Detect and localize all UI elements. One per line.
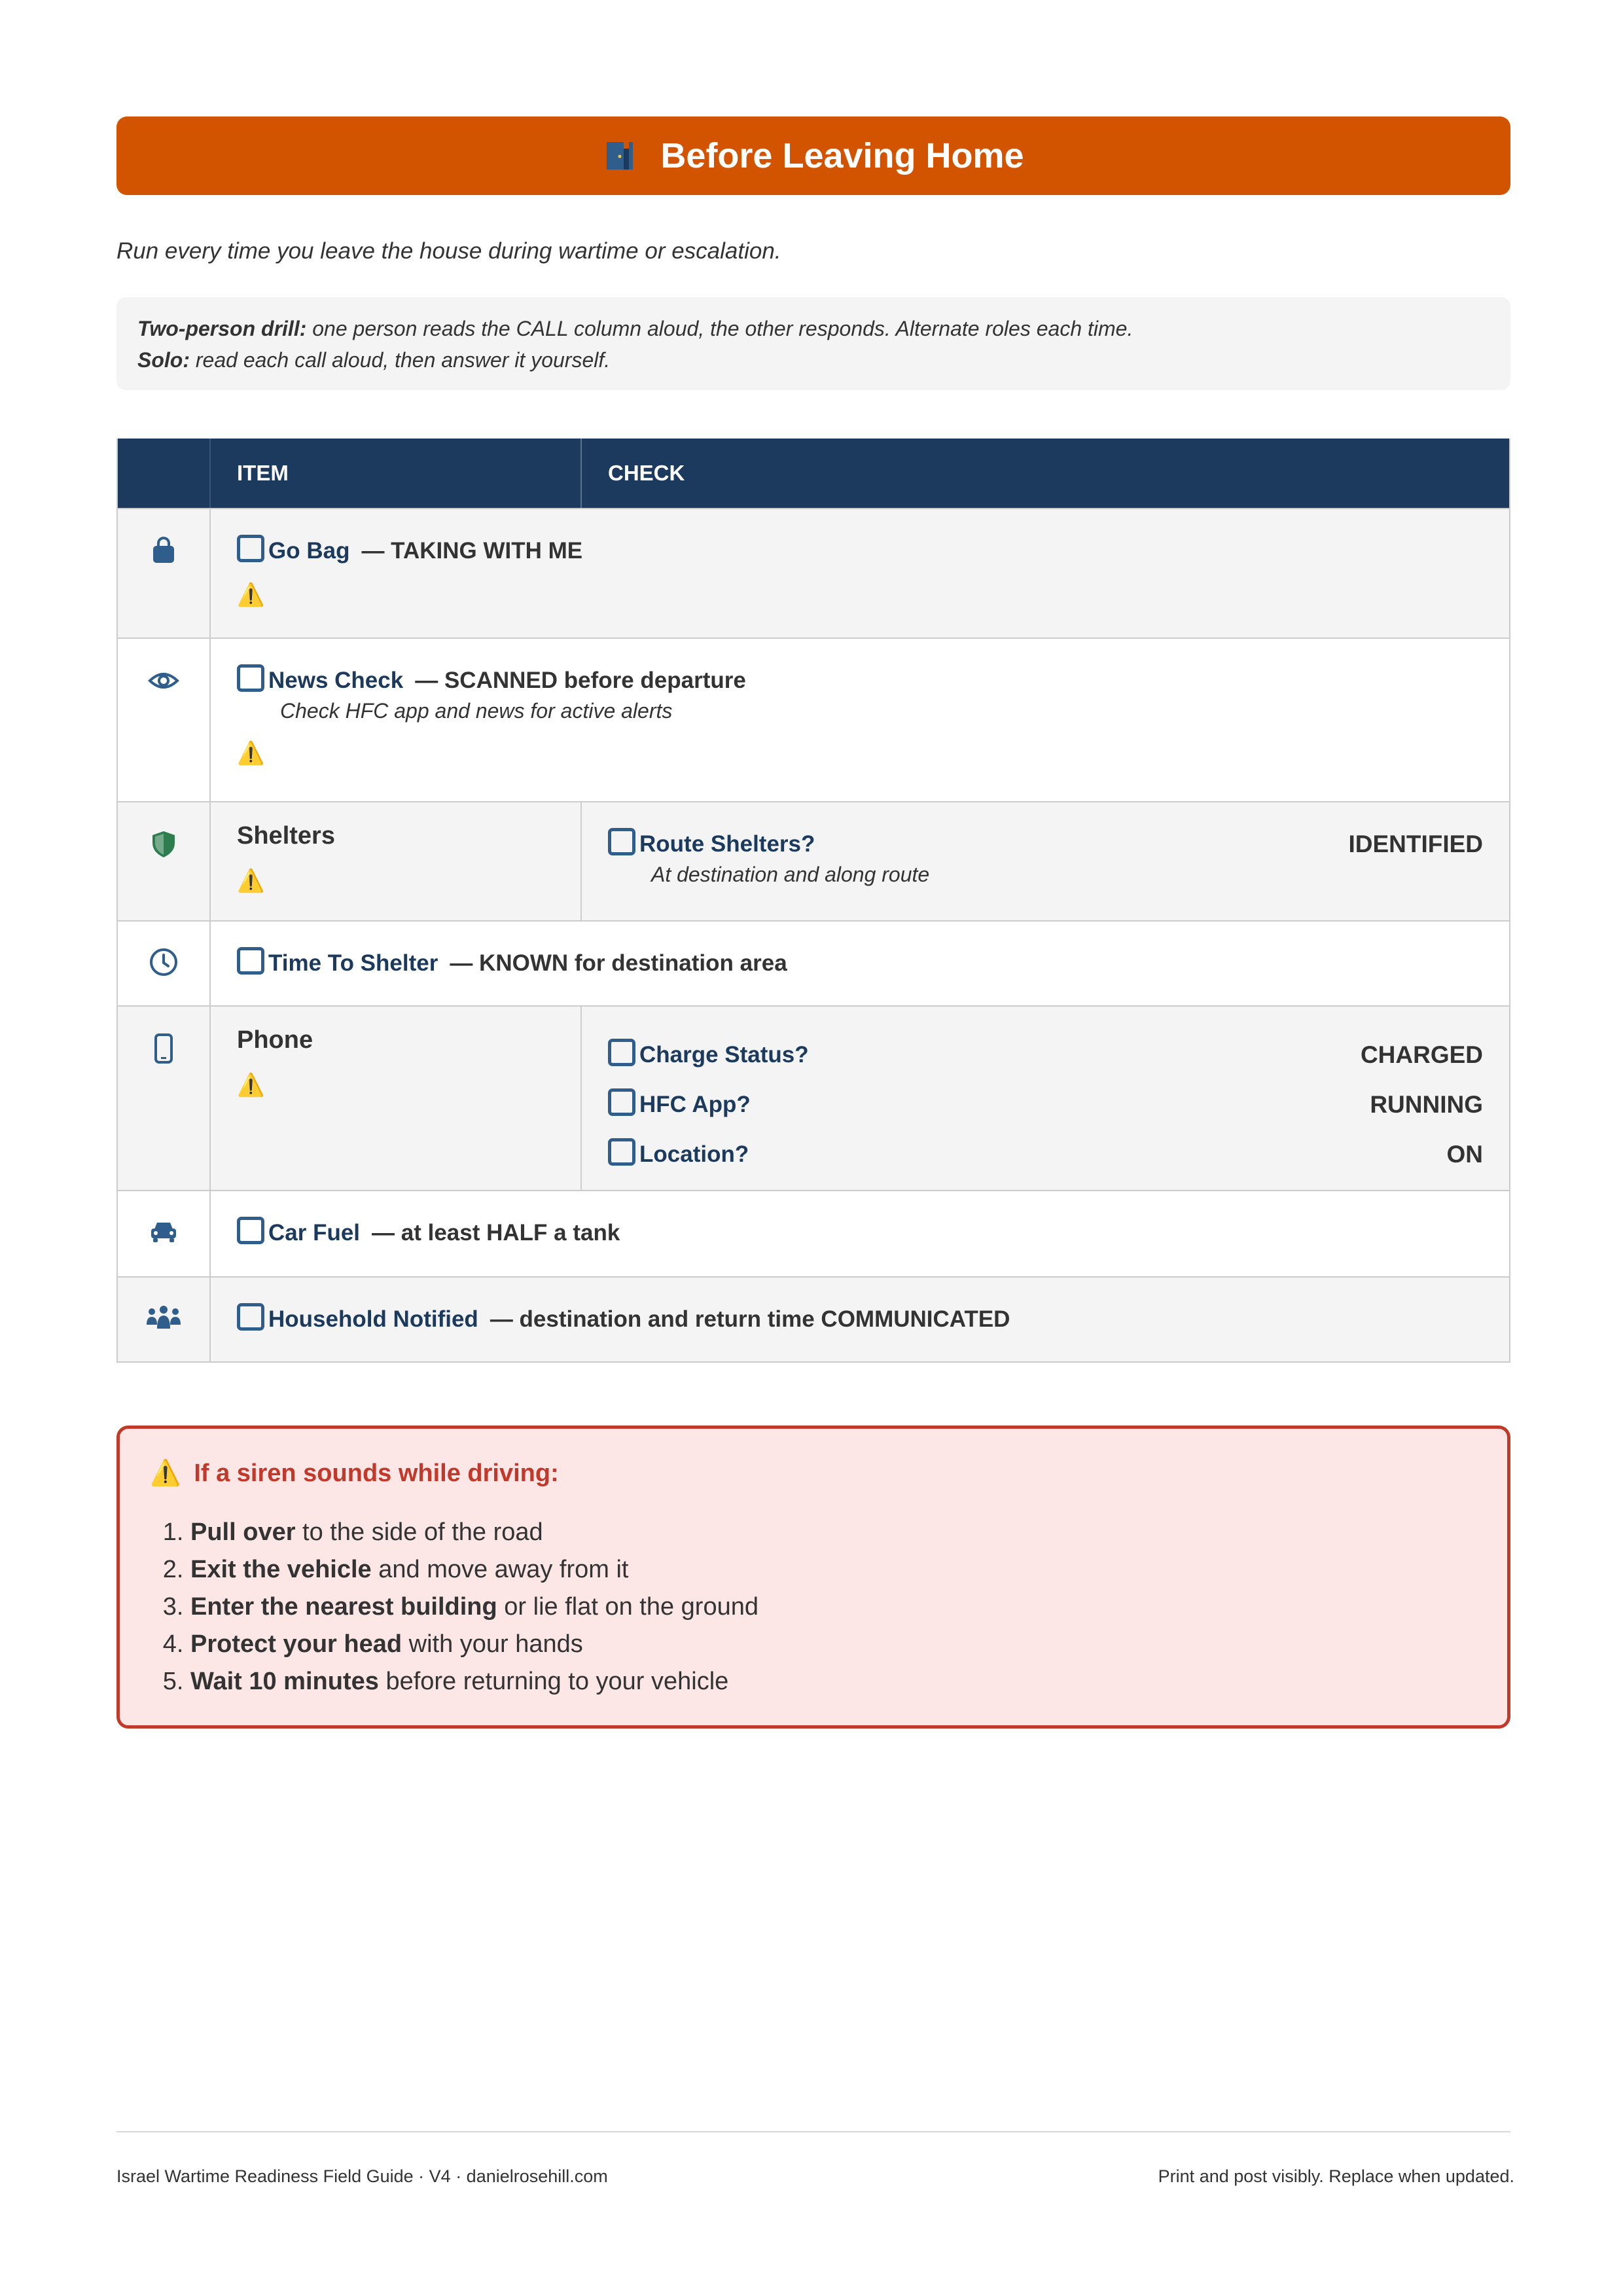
table-row [118,1190,1509,1276]
list-item [190,1626,1477,1663]
checkbox[interactable] [237,947,264,975]
footer-credit: Israel Wartime Readiness Field Guide · V4 · danielrosehill.com [116,2166,608,2186]
checkbox[interactable] [608,1088,635,1116]
step-bold: Exit the vehicle [190,1556,372,1583]
table-row [118,1005,1509,1190]
check-value: RUNNING [1370,1091,1483,1118]
step-text: before returning to your vehicle [378,1668,729,1695]
step-text: or lie flat on the ground [497,1593,758,1621]
check-label: Time To Shelter [268,950,438,976]
car-icon [148,1216,179,1247]
list-item [190,1514,1477,1551]
drill-instructions [116,297,1510,390]
step-text: with your hands [402,1630,583,1658]
table-row [118,801,1509,920]
solo-label: Solo: [137,348,190,372]
item-title: Shelters [237,822,335,850]
eye-icon [148,665,179,696]
check-text: — TAKING WITH ME [361,538,583,564]
bag-icon [148,535,179,567]
checkbox[interactable] [237,1303,264,1331]
check-label: News Check [268,668,404,693]
step-text: to the side of the road [295,1518,543,1546]
warning-icon: ⚠️ [237,1073,265,1098]
header-icon-column [118,439,211,508]
check-value: CHARGED [1360,1041,1483,1068]
check-note: Check HFC app and news for active alerts [280,699,673,723]
solo-text: read each call aloud, then answer it yourself. [189,348,611,372]
item-title: Phone [237,1026,313,1054]
checkbox[interactable] [237,664,264,692]
header-item: ITEM [211,439,582,508]
list-item [190,1663,1477,1700]
check-label: Go Bag [268,538,350,564]
check-text: — KNOWN for destination area [450,950,787,976]
header-check: CHECK [608,461,685,485]
warning-icon: ⚠️ [237,741,265,766]
check-label: HFC App? [639,1092,751,1117]
two-person-text: one person reads the CALL column aloud, the other responds. Alternate roles each time. [306,317,1133,340]
table-row [118,637,1509,801]
page-title: Before Leaving Home [660,136,1024,175]
check-label: Location? [639,1141,749,1167]
check-value: IDENTIFIED [1348,831,1483,857]
checkbox[interactable] [237,535,264,562]
page [116,117,1510,1729]
step-bold: Protect your head [190,1630,402,1658]
step-bold: Pull over [190,1518,296,1546]
check-text: — SCANNED before departure [415,668,746,693]
door-icon [603,138,638,173]
step-bold: Wait 10 minutes [190,1668,379,1695]
intro-text: Run every time you leave the house during wartime or escalation. [116,238,781,264]
checkbox[interactable] [608,828,635,855]
check-label: Car Fuel [268,1220,361,1246]
check-text: — destination and return time COMMUNICATED [490,1306,1010,1332]
checkbox[interactable] [608,1138,635,1166]
warning-icon: ⚠️ [237,583,265,607]
warning-icon: ⚠️ [150,1460,181,1487]
clock-icon [148,946,179,978]
table-row [118,508,1509,637]
footer-note: Print and post visibly. Replace when updated. [1158,2166,1514,2186]
check-text: — at least HALF a tank [372,1220,620,1246]
checkbox[interactable] [237,1217,264,1244]
check-label: Charge Status? [639,1042,809,1067]
people-icon [145,1302,182,1334]
table-header [118,439,1509,508]
check-label: Household Notified [268,1306,478,1332]
checklist-table [116,439,1510,1363]
step-bold: Enter the nearest building [190,1593,497,1621]
table-row [118,1276,1509,1361]
checkbox[interactable] [608,1039,635,1066]
header-banner [116,117,1510,195]
check-label: Route Shelters? [639,831,815,857]
list-item [190,1551,1477,1588]
check-value: ON [1446,1141,1483,1168]
shield-icon [148,829,179,860]
siren-heading: If a siren sounds while driving: [194,1459,559,1487]
two-person-label: Two-person drill: [137,317,307,340]
step-text: and move away from it [371,1556,629,1583]
siren-title [150,1459,1477,1488]
check-note: At destination and along route [651,863,930,886]
phone-icon [148,1033,179,1064]
warning-icon: ⚠️ [237,869,265,893]
footer-divider [116,2131,1510,2132]
siren-steps [150,1514,1477,1700]
list-item [190,1588,1477,1626]
siren-box [116,1426,1510,1729]
table-row [118,920,1509,1005]
